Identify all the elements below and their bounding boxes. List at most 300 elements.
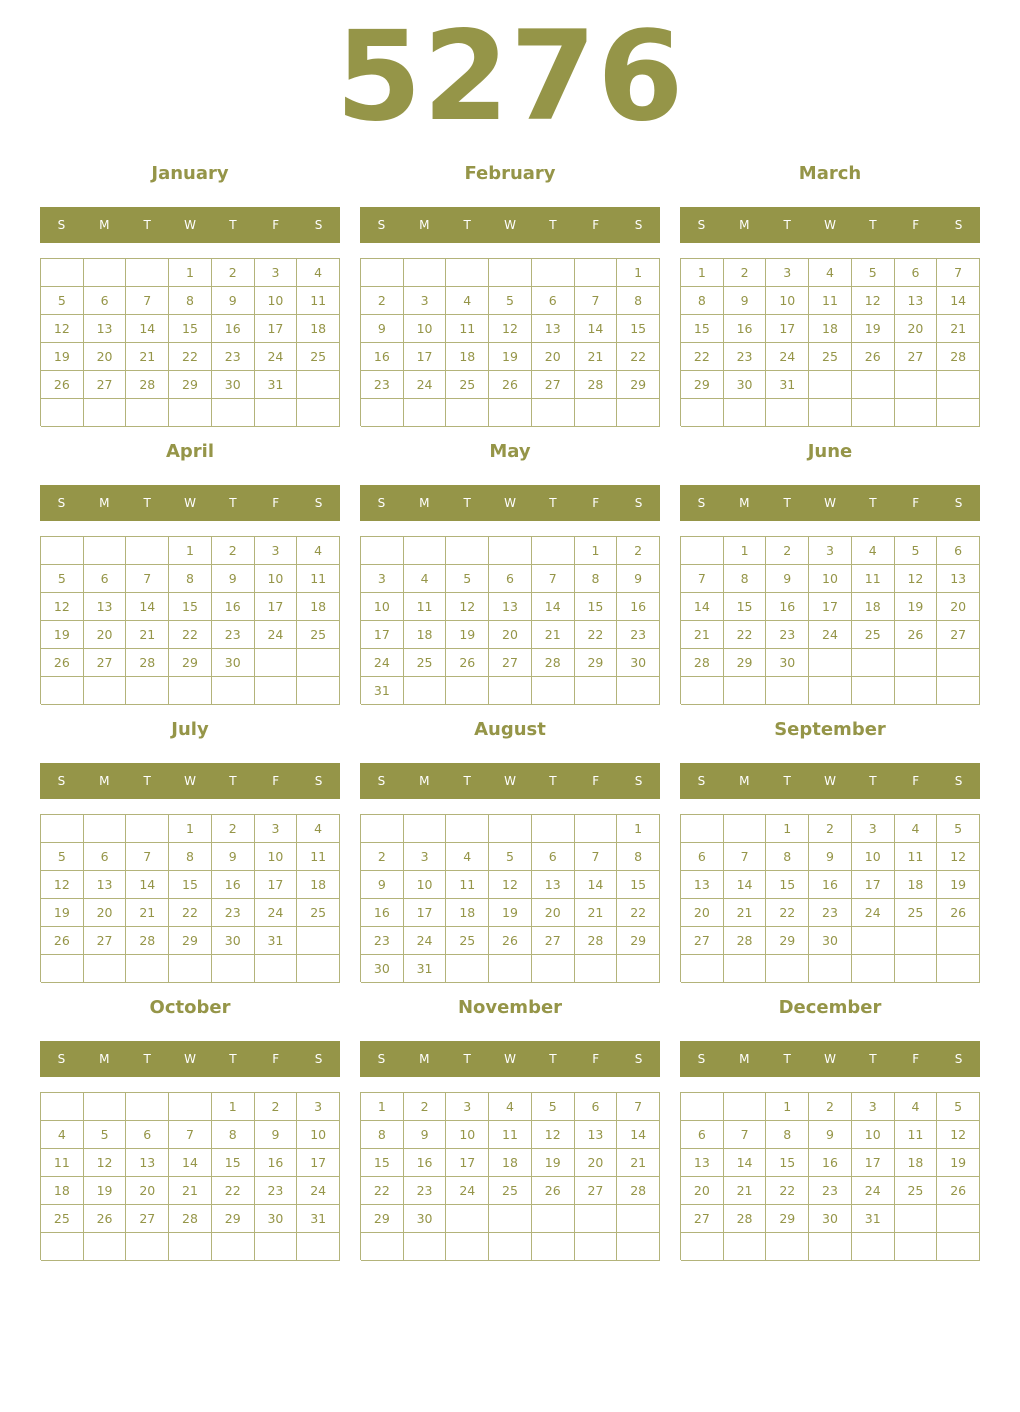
day-cell: 29 xyxy=(724,649,767,677)
day-cell: 12 xyxy=(532,1121,575,1149)
day-cell: 17 xyxy=(852,1149,895,1177)
day-cell: 14 xyxy=(575,871,618,899)
weekday-label: F xyxy=(912,218,920,232)
day-cell: 18 xyxy=(446,343,489,371)
day-cell xyxy=(446,677,489,705)
day-cell: 18 xyxy=(446,899,489,927)
day-cell: 27 xyxy=(84,371,127,399)
day-cell: 14 xyxy=(617,1121,660,1149)
day-cell: 31 xyxy=(297,1205,340,1233)
day-cell: 9 xyxy=(255,1121,298,1149)
day-cell xyxy=(41,537,84,565)
weekday-label: F xyxy=(912,496,920,510)
day-cell xyxy=(895,677,938,705)
day-cell xyxy=(361,815,404,843)
day-cell: 22 xyxy=(617,343,660,371)
day-cell: 13 xyxy=(681,1149,724,1177)
day-cell xyxy=(895,955,938,983)
weekday-label: T xyxy=(143,1052,151,1066)
day-cell: 7 xyxy=(681,565,724,593)
day-cell xyxy=(361,1233,404,1261)
day-cell: 1 xyxy=(681,259,724,287)
day-cell xyxy=(446,537,489,565)
day-cell: 22 xyxy=(575,621,618,649)
day-cell: 25 xyxy=(809,343,852,371)
day-cell: 18 xyxy=(297,315,340,343)
day-cell: 4 xyxy=(297,537,340,565)
day-cell xyxy=(212,677,255,705)
day-cell: 10 xyxy=(809,565,852,593)
day-cell: 1 xyxy=(212,1093,255,1121)
day-cell: 1 xyxy=(617,259,660,287)
day-cell: 6 xyxy=(84,287,127,315)
month-name: September xyxy=(774,719,886,740)
weekday-label: S xyxy=(634,774,643,788)
day-cell: 6 xyxy=(126,1121,169,1149)
weekday-label: F xyxy=(272,1052,280,1066)
day-cell xyxy=(532,259,575,287)
day-cell xyxy=(809,399,852,427)
day-cell xyxy=(126,815,169,843)
weekday-label: T xyxy=(869,1052,877,1066)
day-cell: 24 xyxy=(852,1177,895,1205)
day-cell xyxy=(809,955,852,983)
weekday-label: T xyxy=(869,774,877,788)
day-cell: 2 xyxy=(617,537,660,565)
day-cell: 17 xyxy=(361,621,404,649)
day-cell: 18 xyxy=(852,593,895,621)
day-cell: 8 xyxy=(724,565,767,593)
day-cell xyxy=(297,677,340,705)
day-cell: 4 xyxy=(489,1093,532,1121)
day-cell: 26 xyxy=(41,927,84,955)
day-cell xyxy=(297,1233,340,1261)
day-cell: 13 xyxy=(126,1149,169,1177)
day-cell xyxy=(532,677,575,705)
day-cell: 24 xyxy=(255,621,298,649)
day-cell: 14 xyxy=(681,593,724,621)
day-cell: 24 xyxy=(255,343,298,371)
day-cell: 18 xyxy=(489,1149,532,1177)
day-grid xyxy=(360,1092,660,1260)
day-cell xyxy=(41,399,84,427)
day-cell xyxy=(404,815,447,843)
day-cell xyxy=(681,1093,724,1121)
day-cell xyxy=(126,1233,169,1261)
day-cell: 6 xyxy=(575,1093,618,1121)
day-cell xyxy=(895,1233,938,1261)
weekday-label: W xyxy=(184,218,196,232)
day-cell xyxy=(404,537,447,565)
day-cell: 22 xyxy=(766,1177,809,1205)
day-cell: 12 xyxy=(937,1121,980,1149)
day-cell xyxy=(169,1093,212,1121)
day-cell: 30 xyxy=(361,955,404,983)
day-cell: 28 xyxy=(617,1177,660,1205)
weekday-label: W xyxy=(184,774,196,788)
day-cell: 11 xyxy=(404,593,447,621)
day-cell: 28 xyxy=(575,927,618,955)
day-cell: 19 xyxy=(895,593,938,621)
day-cell xyxy=(212,1233,255,1261)
day-cell: 28 xyxy=(724,1205,767,1233)
day-cell: 20 xyxy=(84,899,127,927)
day-cell: 25 xyxy=(41,1205,84,1233)
weekday-header xyxy=(360,763,660,799)
day-cell: 28 xyxy=(126,927,169,955)
day-cell xyxy=(84,677,127,705)
day-cell xyxy=(446,1205,489,1233)
day-cell: 27 xyxy=(489,649,532,677)
day-cell xyxy=(809,371,852,399)
weekday-label: M xyxy=(99,774,110,788)
day-cell xyxy=(852,927,895,955)
day-cell: 19 xyxy=(937,871,980,899)
day-cell: 21 xyxy=(532,621,575,649)
day-cell xyxy=(681,955,724,983)
day-cell: 6 xyxy=(681,843,724,871)
day-cell: 10 xyxy=(255,565,298,593)
day-cell: 5 xyxy=(895,537,938,565)
day-cell xyxy=(766,677,809,705)
weekday-label: M xyxy=(419,496,430,510)
day-cell: 29 xyxy=(766,927,809,955)
day-cell: 5 xyxy=(852,259,895,287)
day-cell: 28 xyxy=(126,371,169,399)
weekday-label: T xyxy=(783,774,791,788)
day-cell: 7 xyxy=(575,843,618,871)
day-cell: 20 xyxy=(575,1149,618,1177)
weekday-label: F xyxy=(592,496,600,510)
day-cell: 1 xyxy=(617,815,660,843)
day-cell: 22 xyxy=(212,1177,255,1205)
day-cell: 12 xyxy=(446,593,489,621)
month-name: March xyxy=(798,163,862,184)
day-cell: 21 xyxy=(126,899,169,927)
day-grid xyxy=(40,1092,340,1260)
weekday-label: S xyxy=(377,218,386,232)
weekday-label: S xyxy=(954,774,963,788)
day-cell: 1 xyxy=(169,259,212,287)
day-cell xyxy=(937,955,980,983)
day-cell xyxy=(169,955,212,983)
day-cell: 20 xyxy=(489,621,532,649)
day-cell: 7 xyxy=(575,287,618,315)
day-cell xyxy=(361,259,404,287)
day-cell xyxy=(126,1093,169,1121)
weekday-label: T xyxy=(463,496,471,510)
day-cell: 20 xyxy=(681,1177,724,1205)
weekday-label: T xyxy=(463,1052,471,1066)
day-grid xyxy=(40,814,340,982)
day-cell: 8 xyxy=(169,843,212,871)
day-cell: 30 xyxy=(724,371,767,399)
day-cell xyxy=(41,1093,84,1121)
day-cell: 14 xyxy=(575,315,618,343)
weekday-label: W xyxy=(824,496,836,510)
day-cell: 26 xyxy=(895,621,938,649)
day-cell xyxy=(489,815,532,843)
day-cell: 13 xyxy=(489,593,532,621)
day-cell: 18 xyxy=(895,1149,938,1177)
day-cell: 25 xyxy=(446,371,489,399)
day-cell: 9 xyxy=(724,287,767,315)
day-cell: 29 xyxy=(212,1205,255,1233)
weekday-label: S xyxy=(697,496,706,510)
day-cell: 20 xyxy=(937,593,980,621)
day-cell xyxy=(937,677,980,705)
day-cell: 23 xyxy=(361,371,404,399)
day-cell: 6 xyxy=(532,843,575,871)
day-cell: 26 xyxy=(41,371,84,399)
day-cell: 18 xyxy=(297,593,340,621)
day-cell xyxy=(895,371,938,399)
day-cell: 13 xyxy=(895,287,938,315)
day-cell: 16 xyxy=(212,315,255,343)
month-april xyxy=(40,434,340,712)
day-cell: 26 xyxy=(41,649,84,677)
day-cell: 11 xyxy=(895,1121,938,1149)
day-cell: 3 xyxy=(255,537,298,565)
day-cell: 9 xyxy=(809,1121,852,1149)
month-november xyxy=(360,990,660,1268)
day-cell: 9 xyxy=(361,315,404,343)
day-cell xyxy=(895,649,938,677)
month-name: February xyxy=(464,163,556,184)
day-cell: 27 xyxy=(532,371,575,399)
day-cell xyxy=(489,259,532,287)
day-cell: 2 xyxy=(212,537,255,565)
day-cell: 8 xyxy=(681,287,724,315)
day-cell: 31 xyxy=(255,371,298,399)
day-cell: 26 xyxy=(446,649,489,677)
weekday-label: F xyxy=(592,1052,600,1066)
day-cell xyxy=(852,1233,895,1261)
day-cell: 6 xyxy=(489,565,532,593)
day-cell: 4 xyxy=(852,537,895,565)
day-cell: 13 xyxy=(532,315,575,343)
weekday-label: F xyxy=(912,1052,920,1066)
day-cell: 29 xyxy=(361,1205,404,1233)
day-cell: 7 xyxy=(169,1121,212,1149)
day-cell: 21 xyxy=(617,1149,660,1177)
day-cell xyxy=(489,677,532,705)
day-cell: 2 xyxy=(255,1093,298,1121)
month-october xyxy=(40,990,340,1268)
weekday-header xyxy=(360,485,660,521)
day-cell xyxy=(489,1205,532,1233)
weekday-label: S xyxy=(57,496,66,510)
weekday-label: T xyxy=(463,774,471,788)
day-cell xyxy=(681,1233,724,1261)
day-cell: 28 xyxy=(724,927,767,955)
day-cell xyxy=(937,371,980,399)
day-cell: 16 xyxy=(361,343,404,371)
day-cell xyxy=(766,955,809,983)
day-cell: 3 xyxy=(446,1093,489,1121)
day-cell: 25 xyxy=(489,1177,532,1205)
day-cell: 19 xyxy=(852,315,895,343)
weekday-label: F xyxy=(592,774,600,788)
day-cell: 15 xyxy=(361,1149,404,1177)
day-cell: 13 xyxy=(681,871,724,899)
weekday-label: S xyxy=(697,218,706,232)
day-cell xyxy=(895,399,938,427)
day-cell: 13 xyxy=(532,871,575,899)
day-cell: 20 xyxy=(126,1177,169,1205)
day-cell xyxy=(766,399,809,427)
day-cell xyxy=(126,537,169,565)
day-cell: 10 xyxy=(446,1121,489,1149)
day-cell xyxy=(895,927,938,955)
day-cell xyxy=(575,259,618,287)
day-cell: 5 xyxy=(532,1093,575,1121)
weekday-label: T xyxy=(869,496,877,510)
weekday-label: M xyxy=(419,218,430,232)
day-cell: 27 xyxy=(84,649,127,677)
day-cell: 15 xyxy=(169,315,212,343)
day-cell: 25 xyxy=(297,343,340,371)
day-cell: 14 xyxy=(126,593,169,621)
day-cell xyxy=(84,815,127,843)
day-cell: 30 xyxy=(212,371,255,399)
day-grid xyxy=(360,258,660,426)
weekday-label: S xyxy=(57,218,66,232)
day-cell: 13 xyxy=(937,565,980,593)
day-cell: 29 xyxy=(169,649,212,677)
day-cell: 1 xyxy=(169,537,212,565)
day-cell: 24 xyxy=(297,1177,340,1205)
weekday-label: T xyxy=(869,218,877,232)
day-cell xyxy=(297,927,340,955)
day-cell xyxy=(169,399,212,427)
day-cell: 15 xyxy=(617,871,660,899)
day-cell xyxy=(126,399,169,427)
day-cell: 5 xyxy=(41,287,84,315)
day-cell: 8 xyxy=(617,287,660,315)
day-cell: 16 xyxy=(361,899,404,927)
weekday-label: T xyxy=(229,1052,237,1066)
day-grid xyxy=(680,1092,980,1260)
day-cell: 1 xyxy=(361,1093,404,1121)
day-cell: 14 xyxy=(532,593,575,621)
day-cell: 2 xyxy=(361,287,404,315)
day-cell: 25 xyxy=(297,899,340,927)
weekday-label: T xyxy=(783,496,791,510)
month-name: May xyxy=(489,441,531,462)
month-august xyxy=(360,712,660,990)
day-cell: 16 xyxy=(809,871,852,899)
weekday-label: S xyxy=(954,496,963,510)
day-cell: 14 xyxy=(724,871,767,899)
day-cell: 17 xyxy=(255,593,298,621)
day-cell xyxy=(361,537,404,565)
day-cell: 23 xyxy=(766,621,809,649)
day-cell: 15 xyxy=(169,871,212,899)
day-cell: 17 xyxy=(404,899,447,927)
month-february xyxy=(360,156,660,434)
day-cell: 22 xyxy=(724,621,767,649)
day-cell xyxy=(446,955,489,983)
day-cell: 20 xyxy=(84,343,127,371)
day-cell: 14 xyxy=(126,871,169,899)
day-cell: 4 xyxy=(446,287,489,315)
weekday-label: S xyxy=(377,496,386,510)
day-grid xyxy=(40,258,340,426)
day-cell: 4 xyxy=(895,815,938,843)
day-cell xyxy=(84,955,127,983)
weekday-label: S xyxy=(954,218,963,232)
day-cell: 4 xyxy=(809,259,852,287)
day-cell: 23 xyxy=(617,621,660,649)
day-cell xyxy=(489,1233,532,1261)
day-cell xyxy=(255,955,298,983)
day-cell xyxy=(532,1233,575,1261)
day-cell: 26 xyxy=(84,1205,127,1233)
day-cell: 1 xyxy=(724,537,767,565)
day-cell xyxy=(809,677,852,705)
day-cell: 19 xyxy=(937,1149,980,1177)
day-cell xyxy=(937,1233,980,1261)
day-cell: 21 xyxy=(724,899,767,927)
day-cell: 12 xyxy=(852,287,895,315)
weekday-label: F xyxy=(912,774,920,788)
day-cell: 10 xyxy=(255,843,298,871)
day-cell xyxy=(724,399,767,427)
day-cell: 6 xyxy=(895,259,938,287)
day-cell: 9 xyxy=(617,565,660,593)
day-cell: 16 xyxy=(255,1149,298,1177)
day-cell: 12 xyxy=(41,315,84,343)
day-cell xyxy=(489,537,532,565)
day-cell xyxy=(575,1233,618,1261)
day-cell xyxy=(212,955,255,983)
day-cell: 18 xyxy=(404,621,447,649)
day-cell: 14 xyxy=(169,1149,212,1177)
month-name: July xyxy=(171,719,209,740)
day-cell xyxy=(297,649,340,677)
day-cell: 26 xyxy=(532,1177,575,1205)
day-cell xyxy=(532,955,575,983)
weekday-label: S xyxy=(314,218,323,232)
weekday-header xyxy=(360,1041,660,1077)
day-cell: 25 xyxy=(404,649,447,677)
day-cell: 22 xyxy=(169,621,212,649)
day-cell: 7 xyxy=(126,287,169,315)
day-cell: 9 xyxy=(809,843,852,871)
day-cell: 20 xyxy=(84,621,127,649)
day-cell: 12 xyxy=(895,565,938,593)
day-cell: 26 xyxy=(489,927,532,955)
day-cell: 2 xyxy=(212,815,255,843)
weekday-label: M xyxy=(739,496,750,510)
month-name: October xyxy=(149,997,231,1018)
weekday-header xyxy=(40,207,340,243)
day-cell: 7 xyxy=(617,1093,660,1121)
day-cell: 30 xyxy=(212,927,255,955)
day-cell: 1 xyxy=(766,1093,809,1121)
day-cell: 9 xyxy=(212,565,255,593)
day-cell: 21 xyxy=(724,1177,767,1205)
day-cell: 17 xyxy=(255,315,298,343)
day-cell: 3 xyxy=(852,1093,895,1121)
weekday-label: S xyxy=(314,774,323,788)
day-cell xyxy=(575,955,618,983)
day-cell: 15 xyxy=(617,315,660,343)
month-january xyxy=(40,156,340,434)
day-cell: 15 xyxy=(169,593,212,621)
weekday-label: M xyxy=(419,1052,430,1066)
